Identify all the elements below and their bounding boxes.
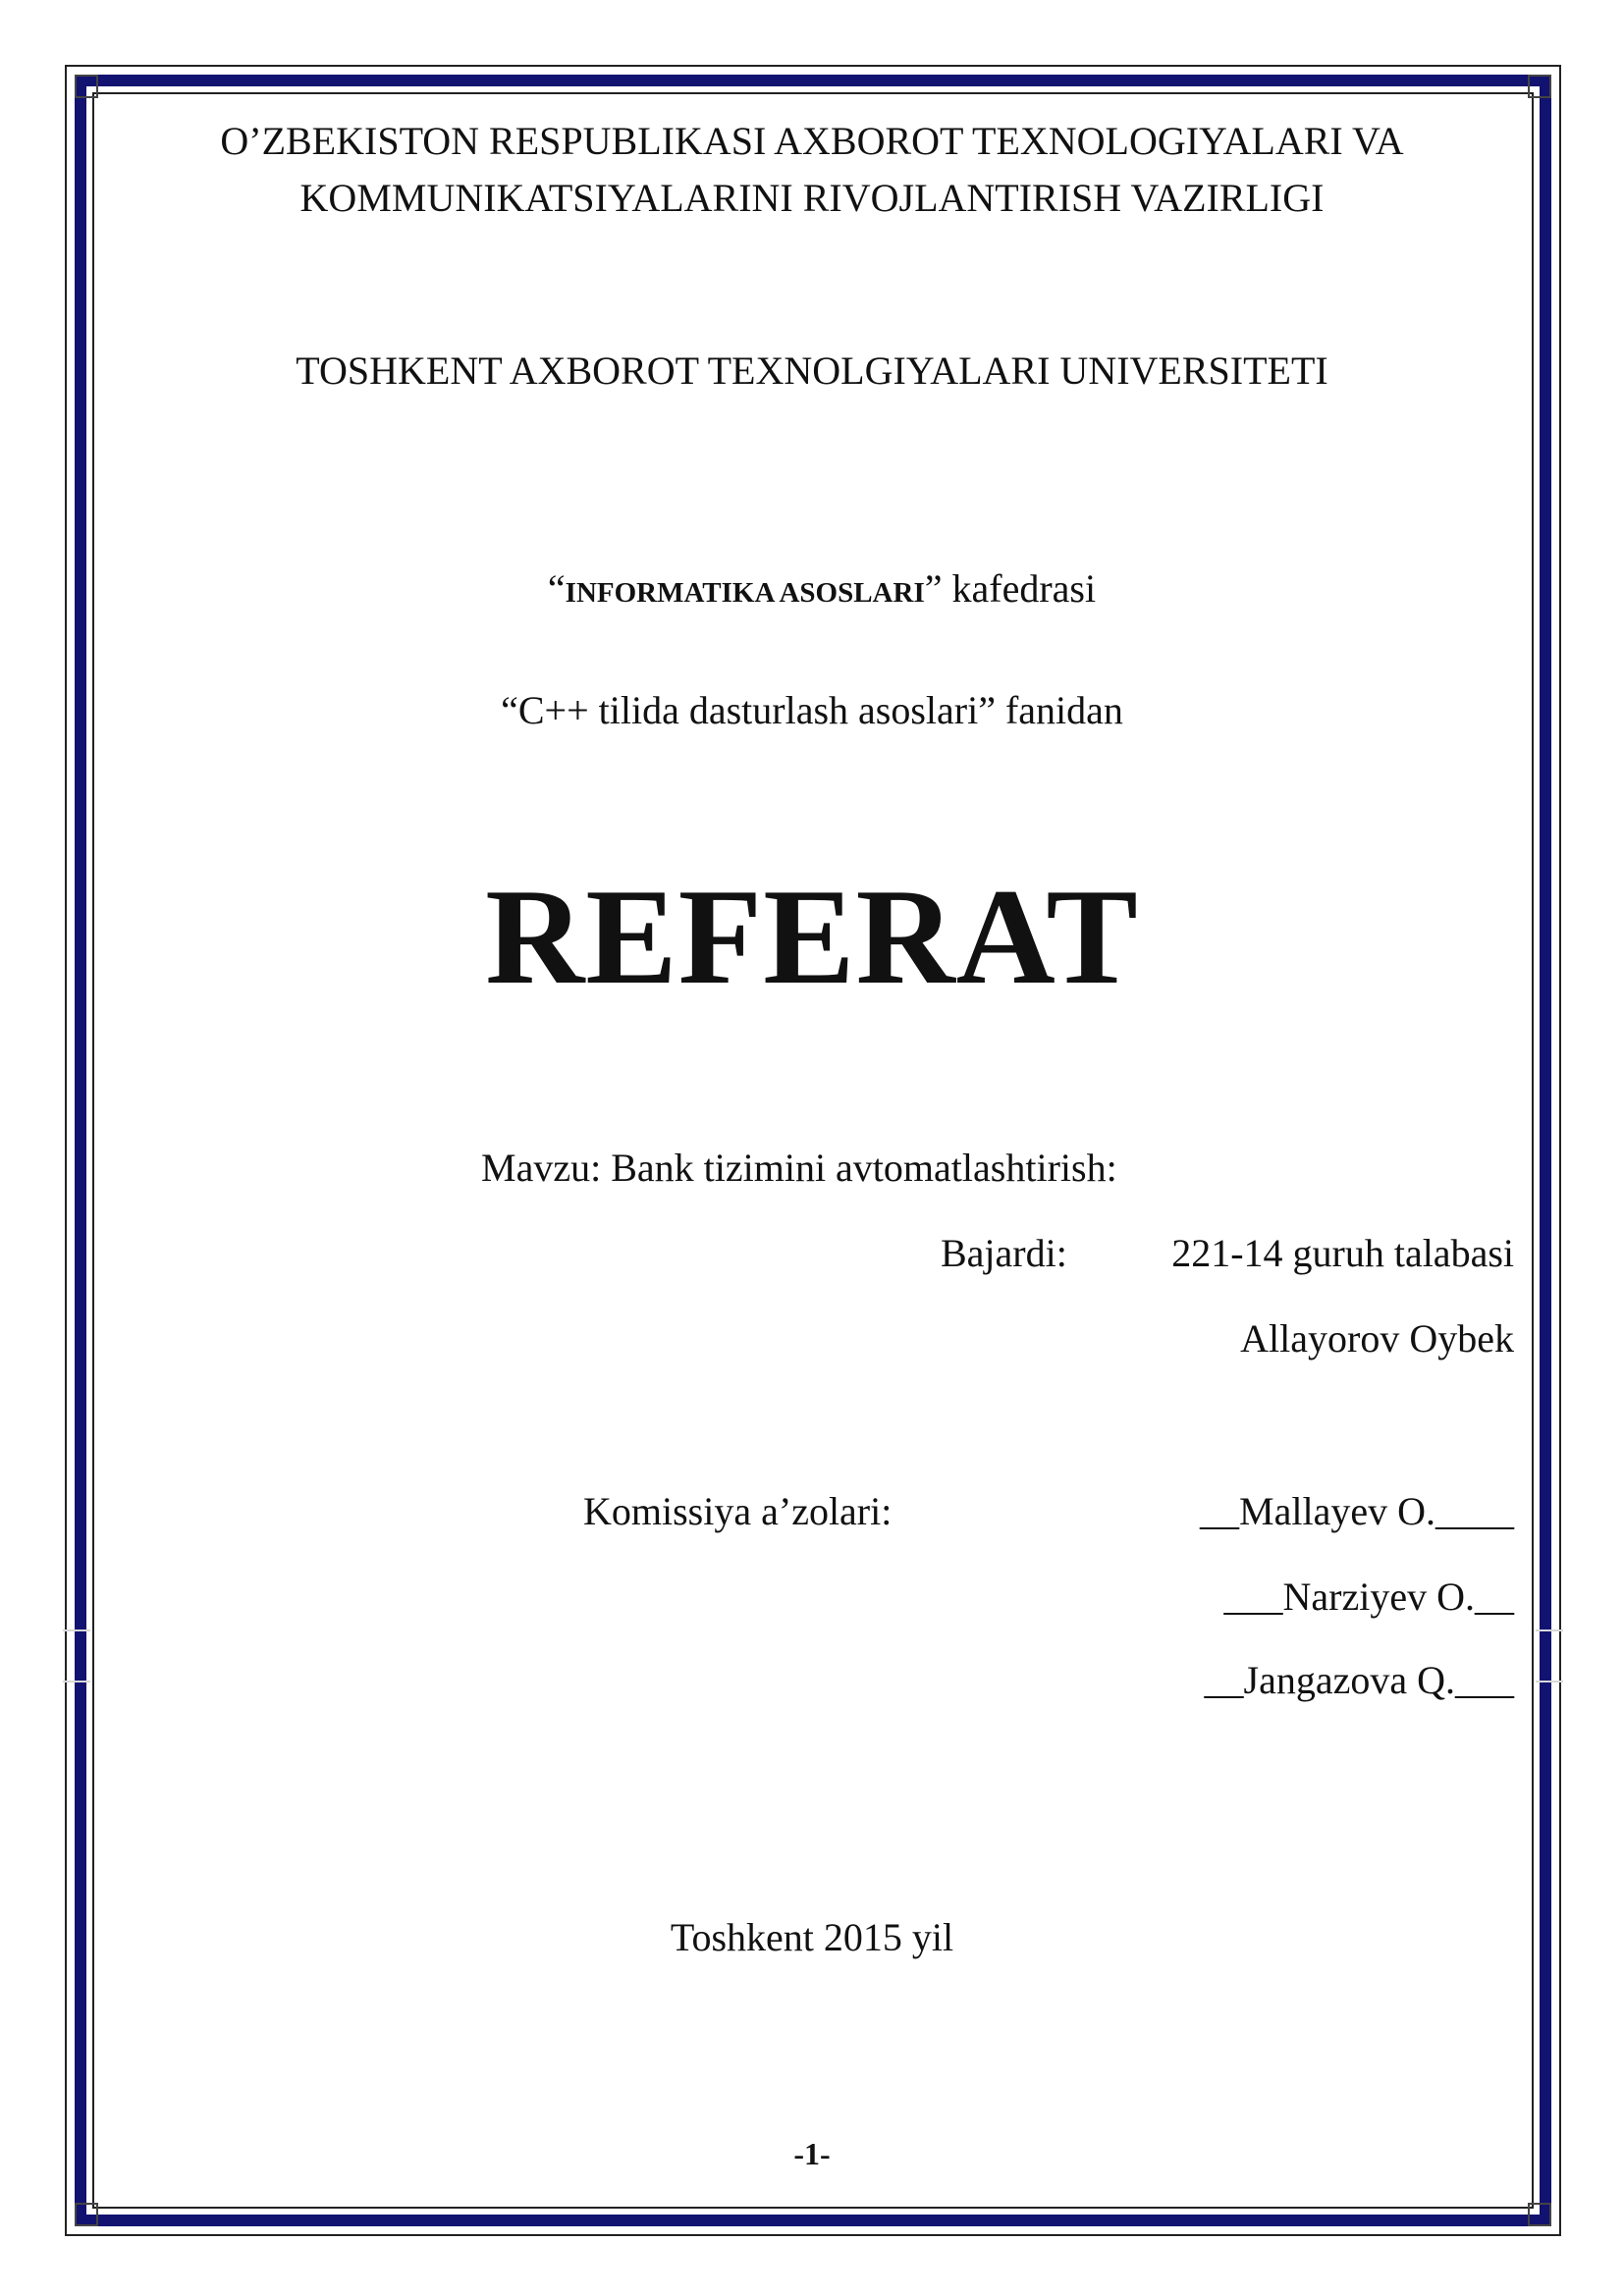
margin-tick-right-2 (1536, 1681, 1563, 1682)
department-line (0, 518, 1624, 616)
commission-member: __Jangazova Q.___ (1204, 1658, 1514, 1702)
department-name: INFORMATIKA ASOSLARI (565, 577, 925, 609)
place-and-year: Toshkent 2015 yil (670, 1915, 954, 1959)
department-open-quote: “ (547, 566, 566, 611)
document-title: REFERAT (485, 861, 1139, 1013)
topic-line: Mavzu: Bank tizimini avtomatlashtirish: (481, 1146, 1117, 1190)
page-number: -1- (793, 2136, 831, 2171)
commission-member: __Mallayev O.____ (1200, 1489, 1514, 1533)
author-label: Bajardi: (941, 1231, 1067, 1275)
subject-line: “C++ tilida dasturlash asoslari” fanidan (501, 688, 1123, 732)
corner-mark-bottom-right (1528, 2203, 1551, 2226)
corner-mark-top-right (1528, 75, 1551, 98)
ministry-line-1: O’ZBEKISTON RESPUBLIKASI AXBOROT TEXNOLOGIYALARI VA (220, 119, 1404, 163)
university-name: TOSHKENT AXBOROT TEXNOLGIYALARI UNIVERSITETI (296, 348, 1328, 393)
author-name: Allayorov Oybek (1240, 1316, 1514, 1361)
author-group: 221-14 guruh talabasi (1171, 1231, 1514, 1275)
ministry-line-2: KOMMUNIKATSIYALARINI RIVOJLANTIRISH VAZIRLIGI (299, 176, 1325, 220)
commission-member: ___Narziyev O.__ (1223, 1575, 1514, 1619)
department-close-quote: ” (924, 566, 943, 611)
margin-tick-left-2 (63, 1681, 90, 1682)
corner-mark-top-left (75, 75, 98, 98)
margin-tick-right-1 (1536, 1629, 1563, 1631)
commission-label: Komissiya a’zolari: (583, 1489, 893, 1533)
corner-mark-bottom-left (75, 2203, 98, 2226)
department-suffix: kafedrasi (942, 566, 1097, 611)
margin-tick-left-1 (63, 1629, 90, 1631)
